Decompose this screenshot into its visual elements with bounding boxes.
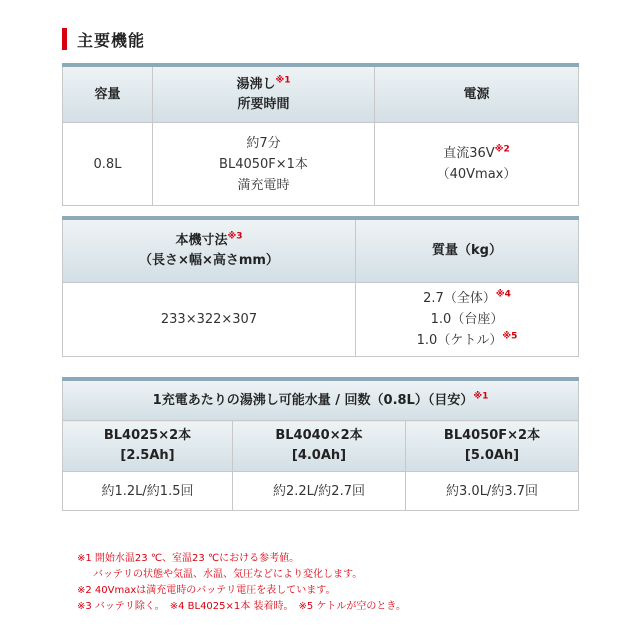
cell-boil-time: 約7分 BL4050F×1本 満充電時: [153, 123, 375, 206]
cell-capacity: 0.8L: [63, 123, 153, 206]
footnote-ref: ※2: [494, 144, 510, 155]
section-title: 主要機能: [77, 30, 146, 50]
header-mass: 質量（kg）: [356, 218, 579, 283]
spec-table-basic: [62, 63, 579, 206]
table-header-row: [63, 65, 579, 123]
section-header: [62, 27, 145, 51]
footnote-ref: ※4: [495, 289, 511, 300]
cell-battery-2-value: 約2.2L/約2.7回: [233, 472, 406, 511]
footnote-ref: ※3: [227, 231, 243, 242]
header-power: 電源: [375, 65, 579, 123]
section-accent-bar: [62, 28, 67, 50]
header-battery-2: BL4040×2本 [4.0Ah]: [233, 421, 406, 472]
footnote-1: ※1 開始水温23 ℃、室温23 ℃における参考値。: [77, 553, 300, 564]
table-row: [63, 123, 579, 206]
table-row: [63, 283, 579, 357]
table-row: [63, 472, 579, 511]
header-battery-1: BL4025×2本 [2.5Ah]: [63, 421, 233, 472]
header-capacity: 容量: [63, 65, 153, 123]
table-header-row: [63, 421, 579, 472]
header-dimensions: 本機寸法$^{※3}$ （長さ×幅×高さmm）: [63, 218, 356, 283]
cell-battery-1-value: 約1.2L/約1.5回: [63, 472, 233, 511]
header-boil-time: 湯沸し$^{※1}$ 所要時間: [153, 65, 375, 123]
cell-mass: 2.7（全体）$^{※4}$ 1.0（台座） 1.0（ケトル）$^{※5}$: [356, 283, 579, 357]
footnote-2: ※2 40Vmaxは満充電時のバッテリ電圧を表しています。: [77, 585, 336, 596]
table-header-row: [63, 218, 579, 283]
cell-dimensions: 233×322×307: [63, 283, 356, 357]
header-boil-capacity: 1充電あたりの湯沸し可能水量 / 回数（0.8L）（目安）$^{※1}$: [63, 379, 579, 421]
cell-power: 直流36V$^{※2}$ （40Vmax）: [375, 123, 579, 206]
footnotes: [77, 551, 406, 615]
footnote-3-5: ※3 バッテリ除く。 ※4 BL4025×1本 装着時。 ※5 ケトルが空のとき。: [77, 601, 406, 612]
header-battery-3: BL4050F×2本 [5.0Ah]: [406, 421, 579, 472]
footnote-ref: ※5: [502, 331, 518, 342]
footnote-1-cont: バッテリの状態や気温、水温、気圧などにより変化します。: [93, 569, 363, 580]
spec-table-dimensions: [62, 216, 579, 357]
footnote-ref: ※1: [275, 75, 291, 86]
footnote-ref: ※1: [473, 391, 489, 402]
cell-battery-3-value: 約3.0L/約3.7回: [406, 472, 579, 511]
table-title-row: [63, 379, 579, 421]
spec-table-boil-capacity: [62, 377, 579, 511]
